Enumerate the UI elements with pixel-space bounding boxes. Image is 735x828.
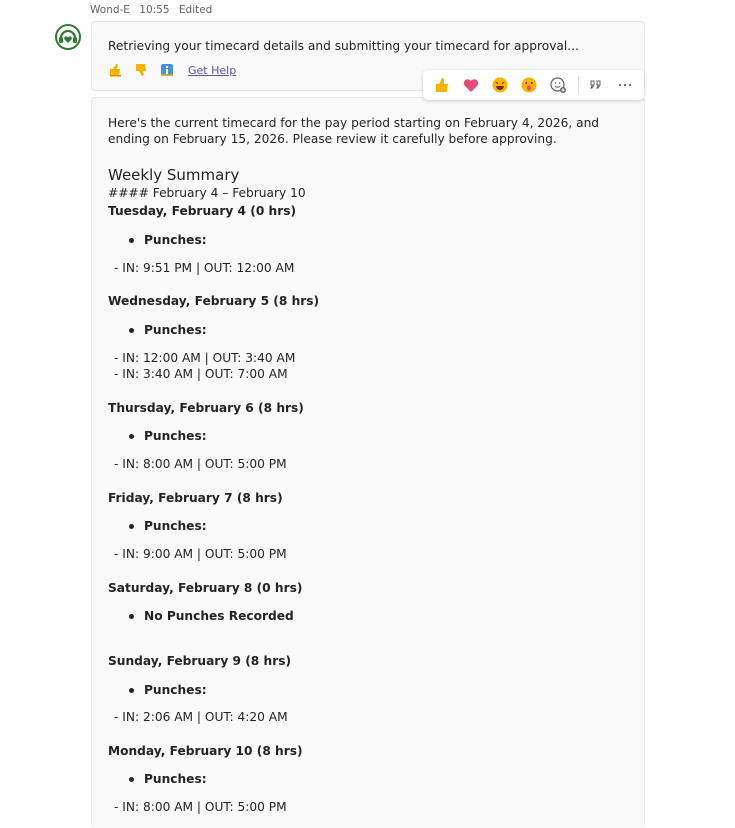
message-header bbox=[90, 4, 218, 16]
punches-label: Punches: bbox=[144, 519, 207, 533]
get-help-link[interactable]: Get Help bbox=[188, 63, 237, 77]
headset-heart-icon bbox=[54, 23, 82, 51]
timestamp: 10:55 bbox=[139, 4, 170, 16]
day-title-tuesday: Tuesday, February 4 (0 hrs) bbox=[108, 204, 297, 218]
status-message-text: Retrieving your timecard details and submitting your timecard for approval... bbox=[108, 39, 579, 53]
punch-entry: - IN: 2:06 AM | OUT: 4:20 AM bbox=[114, 710, 288, 724]
day-title-saturday: Saturday, February 8 (0 hrs) bbox=[108, 581, 303, 595]
punch-entry: - IN: 8:00 AM | OUT: 5:00 PM bbox=[114, 457, 287, 471]
heart-reaction-icon[interactable] bbox=[460, 74, 482, 96]
info-icon[interactable] bbox=[160, 63, 174, 77]
laugh-reaction-icon[interactable] bbox=[489, 74, 511, 96]
punches-label: Punches: bbox=[144, 323, 207, 337]
weekly-summary-heading: Weekly Summary bbox=[108, 166, 240, 184]
surprised-reaction-icon[interactable] bbox=[518, 74, 540, 96]
punches-label: Punches: bbox=[144, 233, 207, 247]
punch-entry: - IN: 8:00 AM | OUT: 5:00 PM bbox=[114, 800, 287, 814]
thumbs-down-icon[interactable] bbox=[134, 63, 148, 77]
day-title-sunday: Sunday, February 9 (8 hrs) bbox=[108, 654, 292, 668]
like-reaction-icon[interactable] bbox=[431, 74, 453, 96]
day-title-friday: Friday, February 7 (8 hrs) bbox=[108, 491, 283, 505]
reaction-divider bbox=[578, 76, 579, 94]
punch-entry: - IN: 12:00 AM | OUT: 3:40 AM bbox=[114, 351, 296, 365]
add-reaction-icon[interactable] bbox=[547, 74, 569, 96]
punch-entry: - IN: 3:40 AM | OUT: 7:00 AM bbox=[114, 367, 288, 381]
message-actions bbox=[108, 63, 236, 77]
edited-label: Edited bbox=[178, 4, 213, 16]
quote-icon[interactable] bbox=[585, 74, 607, 96]
punch-entry: - IN: 9:51 PM | OUT: 12:00 AM bbox=[114, 261, 295, 275]
reaction-bar bbox=[423, 70, 644, 100]
punches-label: Punches: bbox=[144, 429, 207, 443]
punch-entry: - IN: 9:00 AM | OUT: 5:00 PM bbox=[114, 547, 287, 561]
day-title-thursday: Thursday, February 6 (8 hrs) bbox=[108, 401, 304, 415]
week-range: #### February 4 – February 10 bbox=[108, 186, 306, 200]
day-title-wednesday: Wednesday, February 5 (8 hrs) bbox=[108, 294, 320, 308]
more-options-icon[interactable] bbox=[614, 74, 636, 96]
day-title-monday: Monday, February 10 (8 hrs) bbox=[108, 744, 303, 758]
punches-label: Punches: bbox=[144, 683, 207, 697]
sender-name[interactable]: Wond-E bbox=[90, 4, 130, 16]
thumbs-up-icon[interactable] bbox=[108, 63, 122, 77]
no-punches-label: No Punches Recorded bbox=[144, 609, 294, 623]
timecard-intro: Here's the current timecard for the pay period starting on February 4, 2026, and ending on February 15, 2026. Please review it carefully before approving. bbox=[108, 116, 600, 146]
punches-label: Punches: bbox=[144, 772, 207, 786]
timecard-message-card bbox=[91, 97, 645, 828]
bot-avatar[interactable] bbox=[54, 23, 82, 51]
